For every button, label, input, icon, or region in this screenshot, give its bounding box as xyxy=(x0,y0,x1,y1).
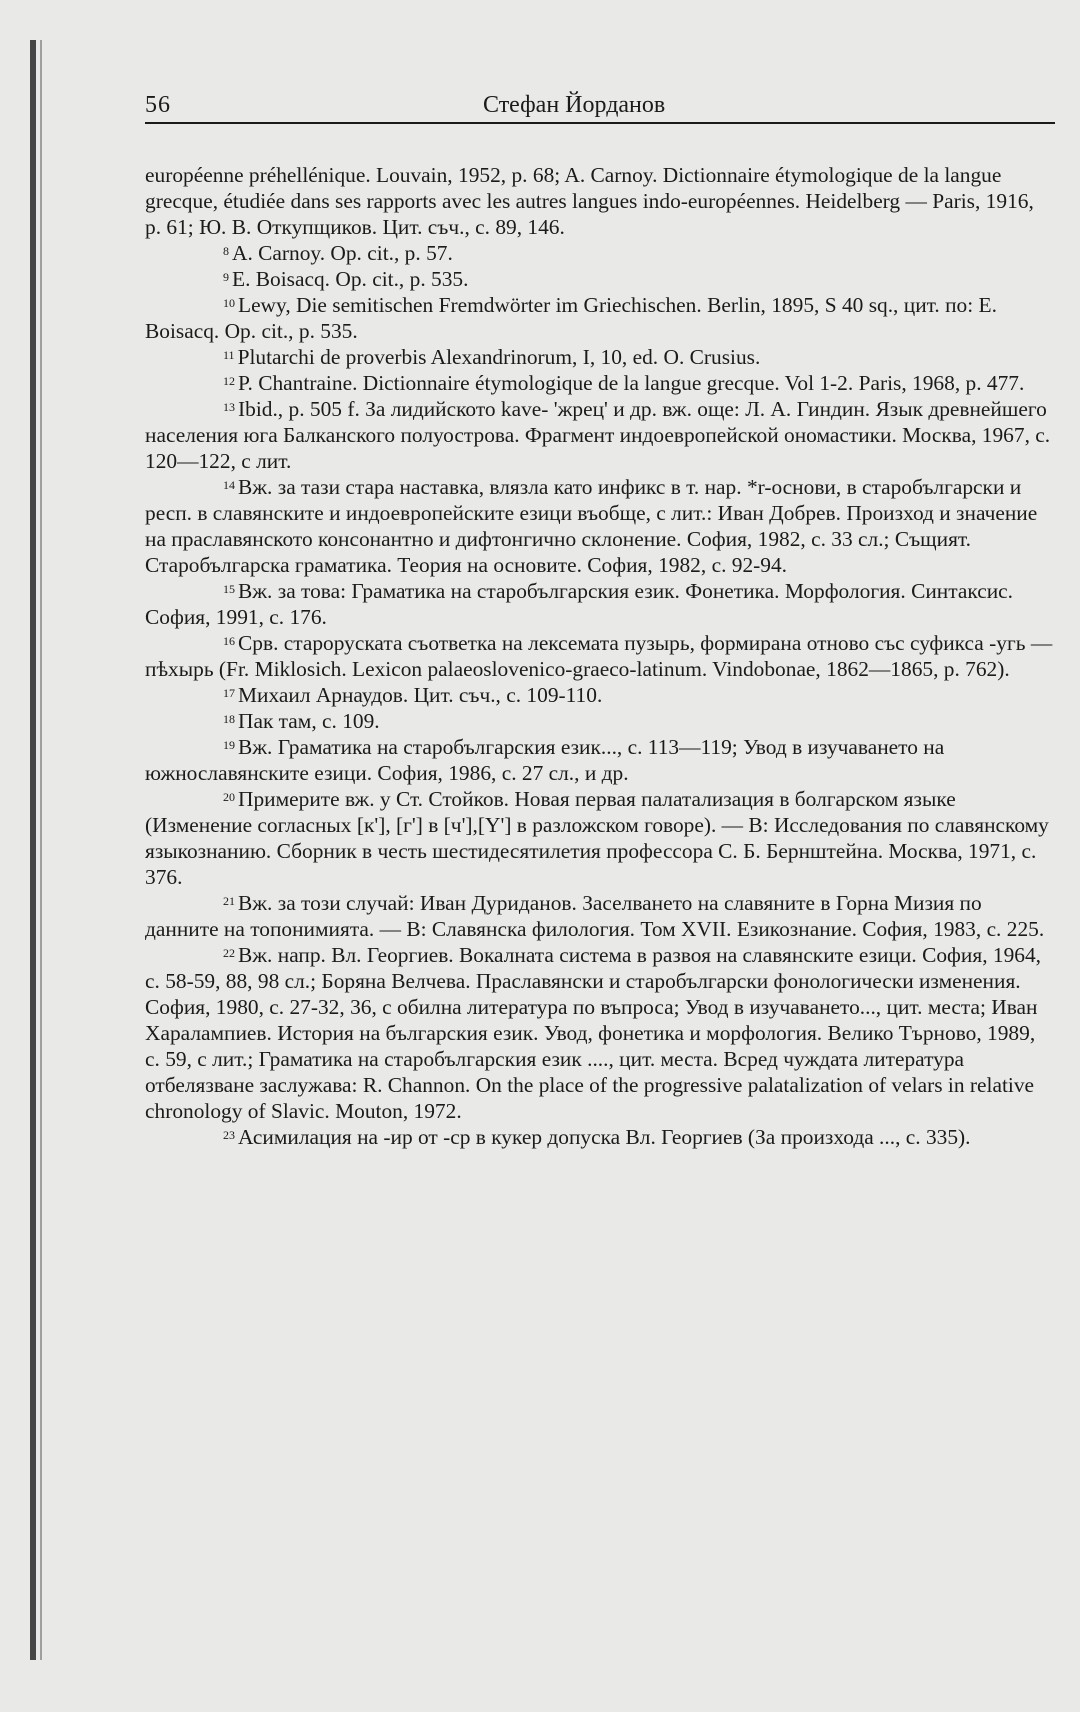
footnote-text: A. Carnoy. Op. cit., p. 57. xyxy=(232,241,453,265)
footnote-number: 12 xyxy=(223,374,235,388)
footnote-text: E. Boisacq. Op. cit., p. 535. xyxy=(232,267,469,291)
scan-binding-shadow xyxy=(40,40,42,1660)
footnote xyxy=(145,890,1055,942)
footnote-text: Lewy, Die semitischen Fremdwörter im Griechischen. Berlin, 1895, S 40 sq., цит. по: E. Boisacq. Op. cit., p. 535. xyxy=(145,293,997,343)
footnote-text: Plutarchi de proverbis Alexandrinorum, I, 10, ed. O. Crusius. xyxy=(237,345,761,369)
footnote-text: P. Chantraine. Dictionnaire étymologique de la langue grecque. Vol 1-2. Paris, 1968, p. 477. xyxy=(238,371,1025,395)
footnote-number: 11 xyxy=(223,348,235,362)
footnote-number: 10 xyxy=(223,296,235,310)
footnote-text: Вж. за този случай: Иван Дуриданов. Заселването на славяните в Горна Мизия по данните на топонимията. — В: Славянска филология. Том XVII. Езикознание. София, 1983, с. 225. xyxy=(145,891,1045,941)
footnote xyxy=(145,942,1055,1124)
footnote xyxy=(145,786,1055,890)
footnote xyxy=(145,578,1055,630)
footnote xyxy=(145,396,1055,474)
footnote-number: 20 xyxy=(223,790,235,804)
footnote-number: 13 xyxy=(223,400,235,414)
footnote xyxy=(145,266,1055,292)
footnote-text: Вж. за това: Граматика на старобългарския език. Фонетика. Морфология. Синтаксис. София, 1991, с. 176. xyxy=(145,579,1014,629)
page-number: 56 xyxy=(145,92,171,118)
footnote xyxy=(145,1124,1055,1150)
footnote xyxy=(145,292,1055,344)
book-page xyxy=(145,84,1055,1682)
footnote-text: Михаил Арнаудов. Цит. съч., с. 109-110. xyxy=(238,683,603,707)
footnote-number: 21 xyxy=(223,894,235,908)
footnote-number: 22 xyxy=(223,946,235,960)
footnote-text: Примерите вж. у Ст. Стойков. Новая первая палатализация в болгарском языке (Изменение согласных [к'], [г'] в [ч'],[Ү'] в разложском говоре). — В: Исследования по славянскому языкознанию. Сборник в честь шестидесятилетия профессора С. Б. Бернштейна. Москва, 1971, с. 376. xyxy=(145,787,1049,889)
footnote xyxy=(145,344,1055,370)
footnote xyxy=(145,734,1055,786)
footnote-text: Срв. староруската съответка на лексемата пузырь, формирана отново със суфикса -угь — пѣхырь (Fr. Miklosich. Lexicon palaeoslovenico-graeco-latinum. Vindobonae, 1862—1865, p. 762). xyxy=(145,631,1053,681)
footnote-number: 14 xyxy=(223,478,235,492)
running-title: Стефан Йорданов xyxy=(483,92,666,118)
footnote-text: Ibid., p. 505 f. За лидийското kave- 'жрец' и др. вж. още: Л. А. Гиндин. Язык древнейшего населения юга Балканского полуострова. Фрагмент индоевропейской ономастики. Москва, 1967, с. 120—122, с лит. xyxy=(145,397,1051,473)
footnote-text: Асимилация на -ир от -ср в кукер допуска Вл. Георгиев (За произхода ..., с. 335). xyxy=(238,1125,971,1149)
footnote-number: 23 xyxy=(223,1128,235,1142)
footnote-text: Вж. напр. Вл. Георгиев. Вокалната система в развоя на славянските езици. София, 1964, с. 58-59, 88, 98 сл.; Боряна Велчева. Праславянски и старобългарски фонологически изменения. София, 1980, с. 27-32, 36, с обилна литература по въпроса; Увод в изучаването..., цит. места; Иван Харалампиев. История на българския език. Увод, фонетика и морфология. Велико Търново, 1989, с. 59, с лит.; Граматика на старобългарския език ...., цит. места. Всред чуждата литература отбелязване заслужава: R. Channon. On the place of the progressive palatalization of velars in relative chronology of Slavic. Mouton, 1972. xyxy=(145,943,1042,1123)
footnote-number: 9 xyxy=(223,270,229,284)
footnote xyxy=(145,162,1055,240)
scan-binding-edge xyxy=(30,40,36,1660)
footnote-number: 18 xyxy=(223,712,235,726)
footnote-text: européenne préhellénique. Louvain, 1952, p. 68; A. Carnoy. Dictionnaire étymologique de la langue grecque, étudiée dans ses rapports avec les autres langues indo-européennes. Heidelberg — Paris, 1916, p. 61; Ю. В. Откупщиков. Цит. съч., с. 89, 146. xyxy=(145,163,1034,239)
footnotes xyxy=(145,162,1055,1682)
footnote xyxy=(145,240,1055,266)
footnote-number: 16 xyxy=(223,634,235,648)
running-head xyxy=(145,84,1055,124)
footnote xyxy=(145,682,1055,708)
footnote-text: Пак там, с. 109. xyxy=(238,709,380,733)
footnote xyxy=(145,630,1055,682)
footnote xyxy=(145,708,1055,734)
footnote-number: 17 xyxy=(223,686,235,700)
footnote xyxy=(145,474,1055,578)
footnote-text: Вж. Граматика на старобългарския език..., с. 113—119; Увод в изучаването на южнославянските езици. София, 1986, с. 27 сл., и др. xyxy=(145,735,945,785)
footnote-number: 15 xyxy=(223,582,235,596)
footnote-number: 19 xyxy=(223,738,235,752)
footnote-number: 8 xyxy=(223,244,229,258)
footnote-text: Вж. за тази стара наставка, влязла като инфикс в т. нар. *r-основи, в старобългарски и респ. в славянските и индоевропейските езици въобще, с лит.: Иван Добрев. Произход и значение на праславянското консонантно и дифтонгично склонение. София, 1982, с. 33 сл.; Същият. Старобългарска граматика. Теория на основите. София, 1982, с. 92-94. xyxy=(145,475,1038,577)
footnote xyxy=(145,370,1055,396)
